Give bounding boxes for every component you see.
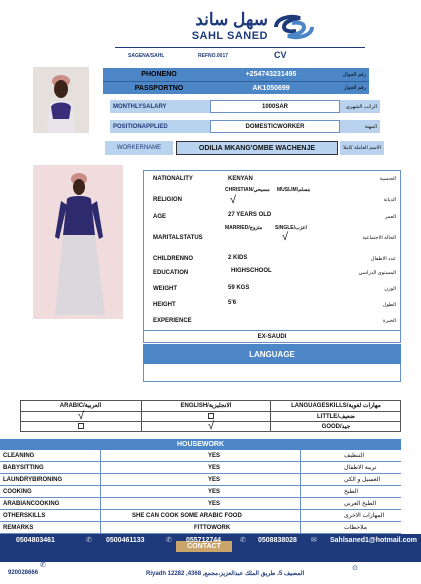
- education-value: HIGHSCHOOL: [231, 268, 272, 274]
- age-label-ar: العمر: [385, 214, 396, 220]
- passport-label: PASSPORTNO: [103, 81, 215, 94]
- footer-phone-3: 055712744: [186, 537, 222, 544]
- housework-label-ar: تربية الاطفال: [344, 465, 377, 471]
- housework-label: COOKING: [3, 488, 32, 495]
- brand-arabic: سهل ساند: [195, 10, 268, 29]
- phone-value: +254743231495: [215, 68, 327, 81]
- footer-phone-icon-5: ✆: [40, 562, 46, 569]
- nationality-label-ar: الجنسية: [379, 176, 396, 182]
- religion-label-ar: الديانة: [383, 197, 396, 203]
- footer-phone-icon-1: ✆: [86, 537, 92, 544]
- contact-tab: CONTACT: [176, 541, 232, 552]
- passport-value: AK1050699: [215, 81, 327, 94]
- housework-row-cleaning: [0, 450, 401, 462]
- height-value: 5'6: [228, 300, 237, 306]
- housework-label-ar: المهارات الاخرى: [344, 513, 385, 519]
- location-pin-icon: ⊙: [352, 565, 358, 572]
- footer-address: Riyadh 12282 ,4368 ,المصيف 5، طريق الملك عبدالعزيز،مجمع: [146, 571, 305, 577]
- logo-swirl-icon: [272, 14, 316, 40]
- education-label: EDUCATION: [153, 270, 189, 276]
- children-label-ar: عدد الاطفال: [370, 256, 396, 262]
- housework-label: ARABIANCOOKING: [3, 500, 60, 507]
- housework-row-remarks: [0, 522, 401, 534]
- housework-title: HOUSEWORK: [0, 439, 401, 450]
- housework-label-ar: الغسيل و الكي: [344, 477, 381, 483]
- arabic-good-checkbox: [78, 423, 84, 429]
- marital-label-ar: الحالة الاجتماعية: [362, 235, 396, 241]
- phone-label: PHONENO: [103, 68, 215, 81]
- agency-code: SAGENA/SAHL: [128, 53, 165, 59]
- footer-phone-icon-3: ✆: [240, 537, 246, 544]
- arabic-little-tick: √: [78, 410, 85, 422]
- religion-christian: CHRISTIAN/مسيحي: [225, 187, 270, 193]
- salary-value: 1000SAR: [210, 100, 340, 113]
- housework-label: BABYSITTING: [3, 464, 44, 471]
- children-value: 2 KIDS: [228, 255, 248, 261]
- phone-label-ar: رقم الجوال: [327, 68, 369, 81]
- age-value: 27 YEARS OLD: [228, 212, 272, 218]
- housework-value: FITTOWORK: [194, 524, 231, 531]
- worker-name-label-ar: الاسم العاملة كاملا: [340, 141, 384, 155]
- cv-label: CV: [274, 50, 287, 60]
- housework-label-ar: ملاحظات: [344, 525, 367, 531]
- header-rule: [115, 47, 365, 48]
- housework-row-cooking: [0, 486, 401, 498]
- marital-married: MARRIED/متزوج: [225, 225, 263, 231]
- language-arabic-header: ARABIC/العربية: [59, 403, 102, 409]
- housework-col-divider-2: [300, 450, 301, 534]
- language-good-label: GOOD/جيد: [321, 424, 351, 430]
- housework-table: [0, 450, 401, 534]
- housework-row-otherskills: [0, 510, 401, 522]
- weight-label: WEIGHT: [153, 286, 177, 292]
- footer-email-icon: ✉: [311, 537, 317, 544]
- nationality-label: NATIONALITY: [153, 176, 193, 182]
- worker-name-value: ODILIA MKANG'OMBE WACHENJE: [176, 141, 338, 155]
- footer-phone-1: 0504803461: [16, 537, 55, 544]
- housework-value: YES: [208, 476, 221, 483]
- marital-tick: √: [282, 231, 289, 243]
- housework-row-arabiancooking: [0, 498, 401, 510]
- age-label: AGE: [153, 214, 167, 220]
- footer-email: Sahlsaned1@hotmail.com: [330, 537, 417, 544]
- height-label-ar: الطول: [382, 302, 396, 308]
- language-spacer: [143, 364, 401, 382]
- language-title: LANGUAGE: [143, 344, 401, 364]
- housework-value: YES: [208, 488, 221, 495]
- portrait-photo: [33, 67, 89, 133]
- housework-label-ar: الطبخ: [344, 489, 359, 495]
- housework-label-ar: التنظيف: [344, 453, 365, 459]
- language-skills-header: LANGUAGESKILLS/مهارات لغوية: [291, 403, 381, 409]
- housework-row-babysitting: [0, 462, 401, 474]
- worker-name-label: WORKERNAME: [105, 141, 173, 155]
- position-value: DOMESTICWORKER: [210, 120, 340, 133]
- housework-label: REMARKS: [3, 524, 34, 531]
- footer-phone-icon-2: ✆: [166, 537, 172, 544]
- housework-value: SHE CAN COOK SOME ARABIC FOOD: [132, 512, 242, 519]
- housework-label: LAUNDRYBIRONING: [3, 476, 63, 483]
- weight-value: 59 KGS: [228, 285, 250, 291]
- marital-single: SINGLE/اعزب: [275, 225, 307, 231]
- language-little-label: LITTLE/ضعيف: [316, 413, 355, 420]
- footer-phone-4: 0508838028: [258, 537, 297, 544]
- religion-tick: √: [230, 194, 237, 206]
- housework-label-ar: الطبخ العربي: [344, 501, 377, 507]
- housework-value: YES: [208, 500, 221, 507]
- housework-label: OTHERSKILLS: [3, 512, 46, 519]
- passport-label-ar: رقم الجواز: [327, 81, 369, 94]
- brand-english: SAHL SANED: [191, 30, 268, 42]
- housework-col-divider-1: [100, 450, 101, 534]
- housework-row-laundry: [0, 474, 401, 486]
- salary-label-ar: الراتب الشهري: [340, 100, 380, 113]
- height-label: HEIGHT: [153, 302, 176, 308]
- housework-label: CLEANING: [3, 452, 35, 459]
- full-body-photo: [33, 165, 123, 319]
- experience-value: EX-SAUDI: [143, 330, 401, 343]
- children-label: CHILDRENNO: [153, 256, 193, 262]
- nationality-value: KENYAN: [228, 176, 253, 182]
- religion-label: RELIGION: [153, 197, 183, 203]
- experience-label: EXPERIENCE: [153, 318, 192, 324]
- footer-phone-2: 0500461133: [106, 537, 145, 544]
- housework-value: YES: [208, 464, 221, 471]
- english-little-checkbox: [208, 413, 214, 419]
- marital-label: MARITALSTATUS: [153, 235, 203, 241]
- position-label-ar: المهنة: [340, 120, 380, 133]
- ref-number: REFNO.0017: [198, 53, 229, 59]
- weight-label-ar: الوزن: [384, 286, 396, 292]
- position-label: POSITIONAPPLIED: [110, 120, 210, 133]
- english-good-tick: √: [208, 420, 215, 432]
- housework-value: YES: [208, 452, 221, 459]
- religion-muslim: MUSLIM/مسلم: [277, 187, 311, 193]
- salary-label: MONTHLYSALARY: [110, 100, 210, 113]
- experience-label-ar: الخبرة: [382, 318, 396, 324]
- education-label-ar: المستوى الدراسي: [358, 270, 396, 276]
- footer-phone-5: 920028666: [8, 570, 39, 576]
- language-english-header: ENGLISH/الانجليزية: [180, 403, 232, 409]
